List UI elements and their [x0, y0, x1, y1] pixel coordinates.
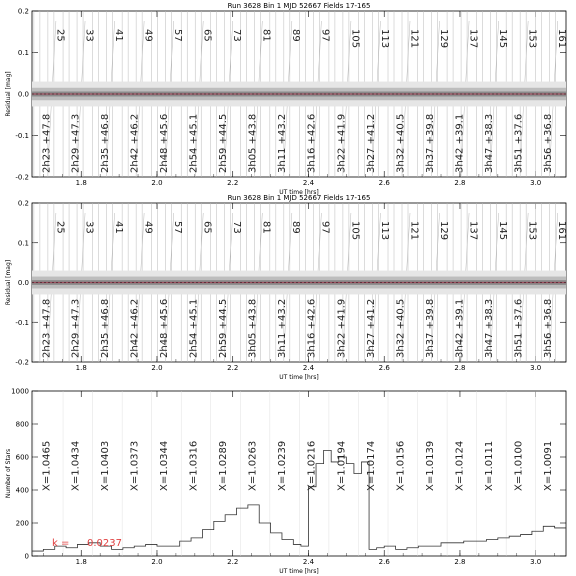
panel1-ytick-label: 0.1 [17, 49, 29, 57]
panel3-airmass-label: X=1.0434 [70, 440, 82, 491]
panel1-field-label: 153 [526, 29, 538, 49]
panel3-airmass-label: X=1.0156 [395, 440, 407, 491]
panel3-airmass-label: X=1.0091 [543, 440, 555, 491]
panel1-pointing-label: 3h27 +41.2 [365, 113, 377, 173]
panel1-pointing-label: 3h47 +38.3 [483, 113, 495, 173]
panel3-xlabel: UT time [hrs] [279, 568, 319, 575]
panel3-airmass-label: X=1.0100 [513, 440, 525, 491]
panel1-field-label: 49 [142, 29, 154, 42]
panel2-title: Run 3628 Bin 1 MJD 52667 Fields 17-165 [227, 194, 371, 202]
panel2-ytick-label: 0.1 [17, 239, 29, 248]
panel1-pointing-label: 2h59 +44.5 [218, 113, 230, 173]
panel3-ytick-label: 1000 [11, 387, 29, 396]
panel1-pointing-label: 3h42 +39.1 [454, 113, 466, 173]
panel3-ytick-label: 600 [15, 453, 29, 462]
panel2-pointing-label: 2h59 +44.5 [218, 298, 230, 358]
panel3-xtick-label: 2.8 [454, 558, 466, 566]
panel3-airmass-label: X=1.0216 [306, 440, 318, 491]
panel1-pointing-label: 2h42 +46.2 [129, 113, 141, 173]
panel1-field-label: 121 [408, 29, 420, 49]
panel1-ytick-label: -0.2 [15, 173, 29, 182]
panel3-xtick-label: 2.0 [151, 558, 163, 566]
panel2-field-label: 121 [408, 221, 420, 241]
panel2-ytick-label: -0.1 [15, 318, 29, 327]
panel1-field-label: 161 [556, 29, 568, 49]
panel2-field-label: 41 [112, 221, 124, 234]
panel2-field-label: 33 [83, 221, 95, 234]
panel1-ytick-label: 0.0 [17, 90, 29, 99]
panel2-pointing-label: 2h48 +45.6 [159, 298, 171, 358]
panel2-pointing-label: 3h11 +43.2 [277, 298, 289, 358]
panel1-field-label: 73 [231, 29, 243, 42]
panel2-pointing-label: 2h35 +46.8 [99, 298, 111, 358]
panel2-field-label: 145 [496, 221, 508, 241]
panel1-pointing-label: 2h23 +47.8 [41, 113, 53, 173]
panel3-ytick-label: 400 [15, 486, 29, 495]
panel2-xtick-label: 2.4 [302, 364, 315, 372]
panel3-ylabel: Number of Stars [5, 448, 12, 499]
panel3-k-label: k = [52, 538, 70, 549]
panel3-xtick-label: 2.6 [378, 558, 390, 566]
panel2-field-label: 89 [290, 221, 302, 234]
panel2-field-label: 137 [467, 221, 479, 241]
panel3-airmass-label: X=1.0465 [41, 440, 53, 491]
panel1-pointing-label: 3h05 +43.8 [247, 113, 259, 173]
panel3-airmass-label: X=1.0111 [483, 440, 495, 491]
panel2-ytick-label: 0.2 [17, 199, 29, 208]
panel2-field-label: 153 [526, 221, 538, 241]
panel2-xtick-label: 2.6 [378, 364, 390, 372]
panel2-pointing-label: 2h29 +47.3 [70, 298, 82, 358]
panel1-xtick-label: 1.8 [75, 179, 87, 187]
panel2-field-label: 57 [172, 221, 184, 234]
panel2-ylabel: Residual [mag] [5, 259, 12, 306]
panel2-pointing-label: 3h22 +41.9 [336, 298, 348, 358]
panel1-pointing-label: 3h56 +36.8 [543, 113, 555, 173]
panel2-field-label: 49 [142, 221, 154, 234]
panel3-airmass-label: X=1.0344 [159, 440, 171, 491]
panel2-xtick-label: 2.8 [454, 364, 466, 372]
panel1-xtick-label: 3.0 [530, 179, 542, 187]
panel1-xtick-label: 2.4 [302, 179, 315, 187]
panel2-xlabel: UT time [hrs] [279, 374, 319, 381]
panel2-field-label: 129 [437, 221, 449, 241]
panel1-ytick-label: 0.2 [17, 7, 29, 16]
panel1-field-label: 65 [201, 29, 213, 42]
panel2-pointing-label: 3h37 +39.8 [424, 298, 436, 358]
panel2-ytick-label: -0.2 [15, 358, 29, 367]
panel3-airmass-label: X=1.0239 [277, 440, 289, 491]
panel2-pointing-label: 3h47 +38.3 [483, 298, 495, 358]
panel1-xtick-label: 2.0 [151, 179, 163, 187]
panel2-pointing-label: 2h23 +47.8 [41, 298, 53, 358]
panel3-xtick-label: 2.4 [302, 558, 315, 566]
panel3-airmass-label: X=1.0403 [99, 440, 111, 491]
panel3-airmass-label: X=1.0373 [129, 440, 141, 491]
panel1-pointing-label: 3h16 +42.6 [306, 113, 318, 173]
panel3-xtick-label: 3.0 [530, 558, 542, 566]
panel3-ytick-label: 800 [15, 420, 29, 429]
panel1-field-label: 105 [349, 29, 361, 49]
panel2-pointing-label: 3h27 +41.2 [365, 298, 377, 358]
panel1-field-label: 57 [172, 29, 184, 42]
panel3-airmass-label: X=1.0174 [365, 440, 377, 491]
panel3-xtick-label: 2.2 [227, 558, 239, 566]
panel1-field-label: 137 [467, 29, 479, 49]
panel3-airmass-label: X=1.0124 [454, 440, 466, 491]
panel3-airmass-label: X=1.0139 [424, 440, 436, 491]
panel2-field-label: 73 [231, 221, 243, 234]
panel1-field-label: 81 [260, 29, 272, 42]
panel2-pointing-label: 3h05 +43.8 [247, 298, 259, 358]
panel2-field-label: 105 [349, 221, 361, 241]
panel1-xtick-label: 2.2 [227, 179, 239, 187]
panel1-pointing-label: 3h22 +41.9 [336, 113, 348, 173]
panel3-airmass-label: X=1.0263 [247, 440, 259, 491]
panel2-ytick-label: 0.0 [17, 279, 29, 287]
panel1-field-label: 33 [83, 29, 95, 42]
panel3-airmass-label: X=1.0316 [188, 440, 200, 491]
panel3-ytick-label: 0 [24, 552, 29, 561]
panel2-field-label: 97 [319, 221, 331, 234]
panel1-field-label: 41 [112, 29, 124, 42]
panel3-k-value: 0.0237 [87, 538, 122, 549]
panel1-field-label: 145 [496, 29, 508, 49]
panel2-pointing-label: 3h42 +39.1 [454, 298, 466, 358]
panel1-pointing-label: 2h54 +45.1 [188, 113, 200, 173]
panel2-xtick-label: 1.8 [75, 364, 87, 372]
panel1-pointing-label: 2h48 +45.6 [159, 113, 171, 173]
panel1-ytick-label: -0.1 [15, 132, 29, 140]
panel2-xtick-label: 2.0 [151, 364, 163, 372]
panel2-field-label: 25 [54, 221, 66, 234]
panel2-field-label: 65 [201, 221, 213, 234]
panel1-pointing-label: 2h35 +46.8 [99, 113, 111, 173]
panel1-xtick-label: 2.8 [454, 179, 466, 187]
panel1-field-label: 129 [437, 29, 449, 49]
panel2-pointing-label: 3h32 +40.5 [395, 298, 407, 358]
panel1-xlabel: UT time [hrs] [279, 189, 319, 196]
panel2-pointing-label: 2h42 +46.2 [129, 298, 141, 358]
panel1-field-label: 113 [378, 29, 390, 49]
panel1-pointing-label: 2h29 +47.3 [70, 113, 82, 173]
panel3-airmass-label: X=1.0289 [218, 440, 230, 491]
panel1-pointing-label: 3h37 +39.8 [424, 113, 436, 173]
panel3-airmass-label: X=1.0194 [336, 440, 348, 491]
panel1-pointing-label: 3h51 +37.6 [513, 113, 525, 173]
panel1-field-label: 25 [54, 29, 66, 42]
panel1-pointing-label: 3h11 +43.2 [277, 113, 289, 173]
panel2-field-label: 81 [260, 221, 272, 234]
panel3-xtick-label: 1.8 [75, 558, 87, 566]
panel1-field-label: 89 [290, 29, 302, 42]
panel2-field-label: 161 [556, 221, 568, 241]
panel2-pointing-label: 3h56 +36.8 [543, 298, 555, 358]
panel2-pointing-label: 3h51 +37.6 [513, 298, 525, 358]
panel3-ytick-label: 200 [15, 519, 29, 528]
panel2-field-label: 113 [378, 221, 390, 241]
panel2-xtick-label: 3.0 [530, 364, 542, 372]
panel1-title: Run 3628 Bin 1 MJD 52667 Fields 17-165 [227, 2, 371, 10]
panel2-pointing-label: 3h16 +42.6 [306, 298, 318, 358]
panel1-xtick-label: 2.6 [378, 179, 390, 187]
panel1-pointing-label: 3h32 +40.5 [395, 113, 407, 173]
panel2-pointing-label: 2h54 +45.1 [188, 298, 200, 358]
panel2-xtick-label: 2.2 [227, 364, 239, 372]
panel1-field-label: 97 [319, 29, 331, 42]
panel1-ylabel: Residual [mag] [5, 71, 12, 117]
